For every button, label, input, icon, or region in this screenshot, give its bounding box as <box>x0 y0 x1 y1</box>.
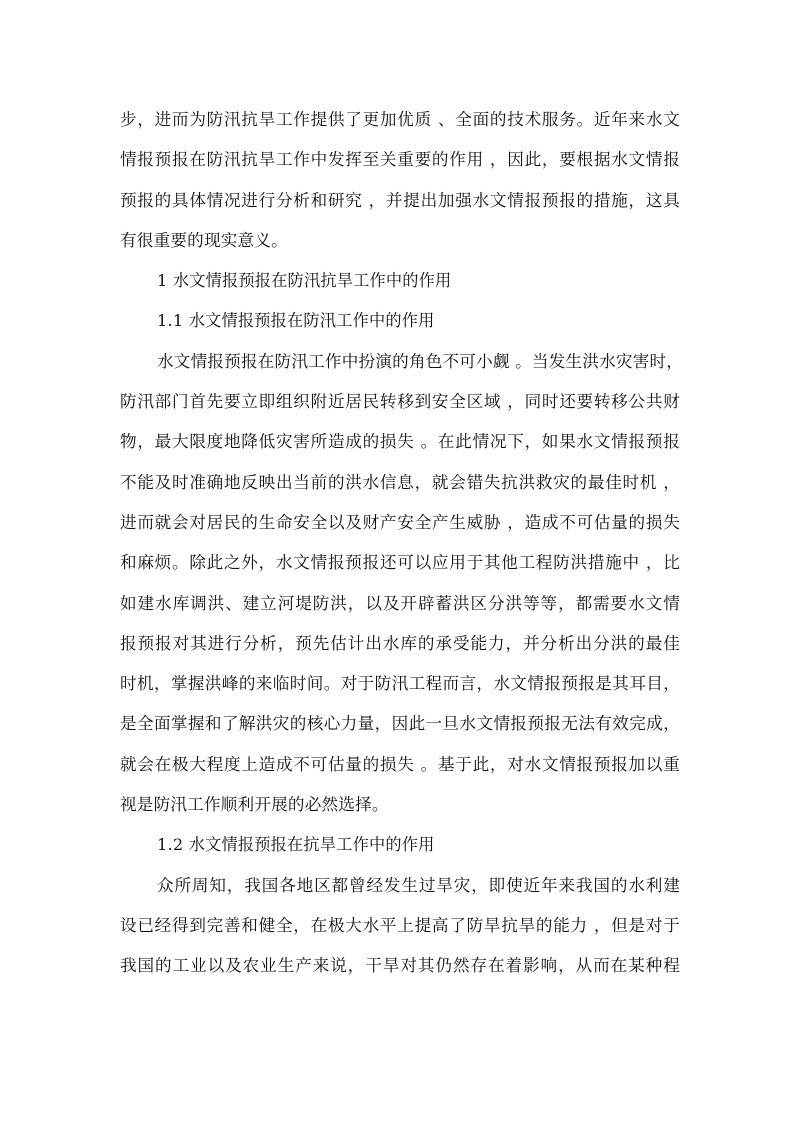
text-line: 防汛部门首先要立即组织附近居民转移到安全区域 ，同时还要转移公共财 <box>120 392 680 412</box>
text-line: 众所周知，我国各地区都曾经发生过旱灾，即使近年来我国的水利建 <box>157 875 680 895</box>
text-line: 预报的具体情况进行分析和研究 ，并提出加强水文情报预报的措施，这具 <box>120 190 680 210</box>
section-heading-1-1: 1.1 水文情报预报在防汛工作中的作用 <box>157 311 435 331</box>
section-heading-1: 1 水文情报预报在防汛抗旱工作中的作用 <box>157 271 452 291</box>
text-line: 时机，掌握洪峰的来临时间。对于防汛工程而言，水文情报预报是其耳目， <box>120 674 680 694</box>
text-line: 视是防汛工作顺利开展的必然选择。 <box>120 795 389 815</box>
text-line: 情报预报在防汛抗旱工作中发挥至关重要的作用 ，因此，要根据水文情报 <box>120 150 680 170</box>
text-line: 步，进而为防汛抗旱工作提供了更加优质 、全面的技术服务。近年来水文 <box>120 110 680 129</box>
paragraph-intro <box>120 100 680 261</box>
text-line: 不能及时准确地反映出当前的洪水信息，就会错失抗洪救灾的最佳时机 ， <box>120 472 680 492</box>
paragraph-drought <box>120 866 680 987</box>
text-line: 和麻烦。除此之外，水文情报预报还可以应用于其他工程防洪措施中 ，比 <box>120 553 680 573</box>
text-line: 是全面掌握和了解洪灾的核心力量，因此一旦水文情报预报无法有效完成， <box>120 714 680 734</box>
text-line: 就会在极大程度上造成不可估量的损失 。基于此，对水文情报预报加以重 <box>120 754 680 774</box>
text-line: 设已经得到完善和健全，在极大水平上提高了防旱抗旱的能力 ，但是对于 <box>120 915 680 935</box>
text-line: 报预报对其进行分析，预先估计出水库的承受能力，并分析出分洪的最佳 <box>120 633 680 653</box>
section-heading-1-2: 1.2 水文情报预报在抗旱工作中的作用 <box>157 835 435 855</box>
text-line: 水文情报预报在防汛工作中扮演的角色不可小觑 。当发生洪水灾害时， <box>157 351 684 371</box>
text-line: 物，最大限度地降低灾害所造成的损失 。在此情况下，如果水文情报预报 <box>120 432 680 452</box>
text-line: 进而就会对居民的生命安全以及财产安全产生威胁 ，造成不可估量的损失 <box>120 512 680 532</box>
text-line: 有很重要的现实意义。 <box>120 230 288 250</box>
text-line: 我国的工业以及农业生产来说，干旱对其仍然存在着影响，从而在某种程 <box>120 956 680 976</box>
document-page <box>120 100 684 987</box>
text-line: 如建水库调洪、建立河堤防洪，以及开辟蓄洪区分洪等等，都需要水文情 <box>120 593 680 613</box>
paragraph-flood <box>120 342 684 826</box>
